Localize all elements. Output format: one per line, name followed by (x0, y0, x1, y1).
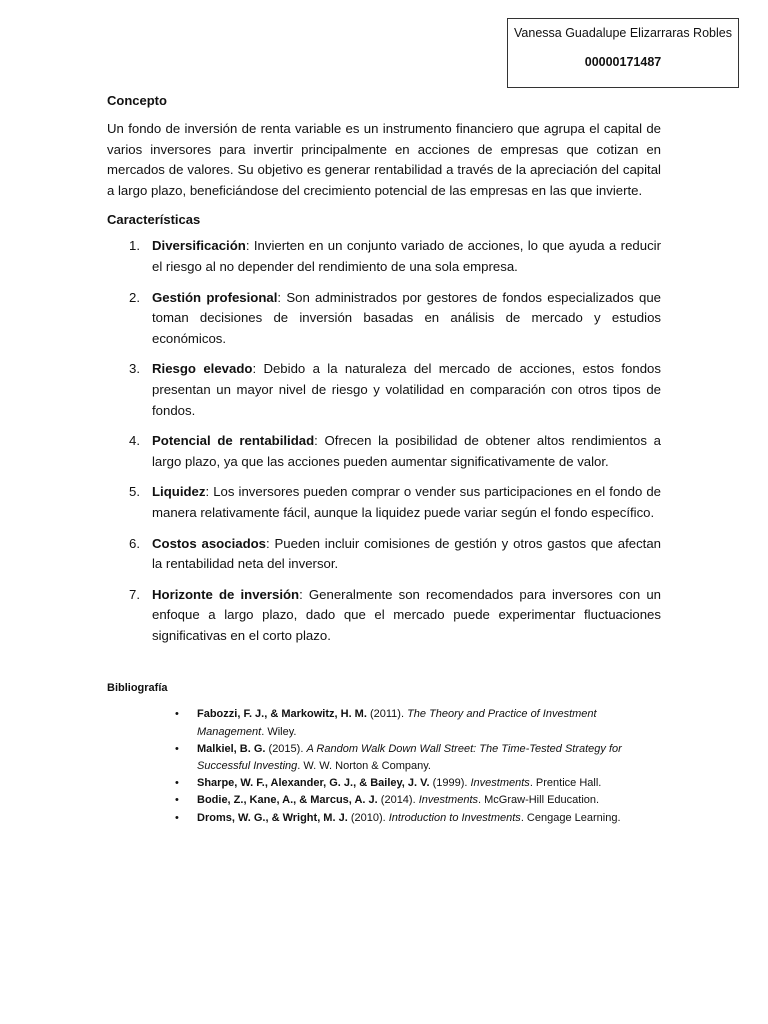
entry-authors: Droms, W. G., & Wright, M. J. (197, 811, 348, 824)
bibliography-list (107, 706, 661, 826)
entry-title: The Theory and Practice of Investment Management (197, 708, 597, 738)
bibliography-entry (175, 775, 661, 792)
bullet-icon: • (175, 708, 179, 721)
item-number: 3. (129, 361, 140, 377)
entry-title: Investments (470, 777, 530, 790)
bibliography-entry (175, 706, 661, 740)
item-term: Potencial de rentabilidad (152, 433, 315, 449)
entry-year: (2010). (347, 811, 389, 824)
bullet-icon: • (175, 811, 179, 824)
item-term: Costos asociados (152, 535, 267, 551)
item-description: : Los inversores pueden comprar o vender sus participaciones en el fondo de manera relativamente fácil, aunque la liquidez puede variar según el fondo específico. (152, 484, 661, 520)
item-term: Liquidez (152, 484, 206, 500)
entry-title: A Random Walk Down Wall Street: The Time-Tested Strategy for Successful Investing (197, 742, 622, 773)
bullet-icon: • (175, 777, 179, 790)
entry-publisher: . Wiley. (261, 725, 297, 738)
item-description: : Pueden incluir comisiones de gestión y otros gastos que afectan la rentabilidad neta del inversor. (152, 535, 661, 572)
bibliography-entry (175, 741, 661, 775)
item-description: : Generalmente son recomendados para inversores con un enfoque a largo plazo, dado que el mercado puede experimentar fluctuaciones significativas en el corto plazo. (152, 586, 661, 643)
bullet-icon: • (175, 742, 179, 755)
entry-authors: Bodie, Z., Kane, A., & Marcus, A. J. (197, 794, 378, 807)
item-description: : Ofrecen la posibilidad de obtener altos rendimientos a largo plazo, ya que las acciones pueden aumentar significativamente de valor. (152, 433, 661, 469)
entry-year: (1999). (429, 777, 471, 790)
entry-authors: Fabozzi, F. J., & Markowitz, H. M. (197, 708, 367, 721)
entry-title: Investments (418, 794, 479, 807)
list-item (107, 236, 661, 277)
entry-year: (2014). (377, 794, 419, 807)
list-item (107, 534, 661, 575)
entry-title: Introduction to Investments (388, 811, 521, 824)
item-term: Gestión profesional (152, 289, 278, 305)
entry-publisher: . W. W. Norton & Company. (297, 760, 431, 773)
item-term: Riesgo elevado (152, 361, 253, 377)
item-number: 5. (129, 484, 140, 500)
item-number: 1. (129, 238, 140, 254)
concept-heading: Concepto (107, 93, 167, 108)
item-number: 6. (129, 535, 140, 551)
concept-paragraph: Un fondo de inversión de renta variable es un instrumento financiero que agrupa el capital de varios inversores para invertir principalmente en acciones de empresas que cotizan en mercados de valores. Su objetivo es generar rentabilidad a través de la apreciación del capital a largo plazo, beneficiándose del crecimiento potencial de las empresas en las que invierte. (107, 121, 661, 198)
entry-publisher: . McGraw-Hill Education. (478, 794, 600, 807)
entry-year: (2011). (366, 708, 408, 721)
item-term: Horizonte de inversión (152, 586, 300, 602)
list-item (107, 431, 661, 472)
list-item (107, 359, 661, 421)
characteristics-heading: Características (107, 212, 201, 228)
student-name: Vanessa Guadalupe Elizarraras Robles (514, 26, 732, 40)
characteristics-list (107, 236, 661, 646)
item-number: 4. (129, 433, 140, 449)
list-item (107, 482, 661, 523)
student-info-box (507, 18, 739, 88)
entry-year: (2015). (265, 742, 307, 755)
list-item (107, 288, 661, 350)
item-number: 7. (129, 586, 140, 602)
entry-publisher: . Prentice Hall. (529, 777, 602, 790)
entry-authors: Malkiel, B. G. (197, 742, 266, 755)
bibliography-entry (175, 810, 661, 827)
bullet-icon: • (175, 794, 179, 807)
item-description: : Debido a la naturaleza del mercado de acciones, estos fondos presentan un mayor nivel de riesgo y volatilidad en comparación con otros tipos de fondos. (152, 361, 661, 418)
item-description: : Invierten en un conjunto variado de acciones, lo que ayuda a reducir el riesgo al no depender del rendimiento de una sola empresa. (152, 238, 661, 274)
document-body (107, 93, 661, 827)
entry-publisher: . Cengage Learning. (520, 811, 621, 824)
list-item (107, 585, 661, 647)
item-description: : Son administrados por gestores de fondos especializados que toman decisiones de inversión basadas en análisis de mercado y estudios económicos. (152, 289, 661, 346)
student-id: 00000171487 (584, 55, 662, 69)
item-term: Diversificación (152, 238, 246, 254)
bibliography-heading: Bibliografía (107, 682, 168, 695)
entry-authors: Sharpe, W. F., Alexander, G. J., & Bailey, J. V. (197, 777, 430, 790)
bibliography-entry (175, 792, 661, 809)
item-number: 2. (129, 289, 140, 305)
